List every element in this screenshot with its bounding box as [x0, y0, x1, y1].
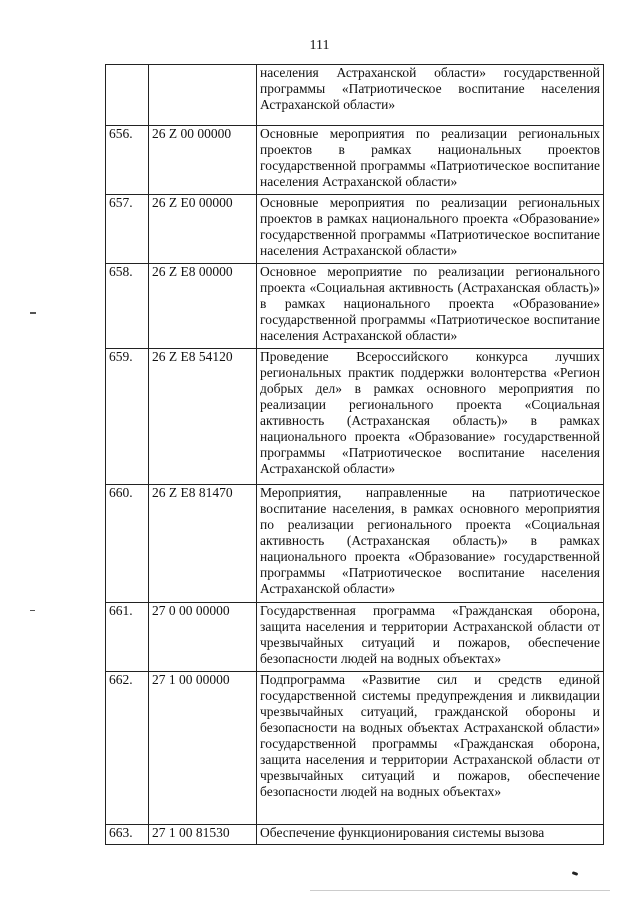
table-row: [106, 65, 604, 126]
row-code: 26 Z E8 00000: [149, 264, 257, 349]
row-name: Проведение Всероссийского конкурса лучших региональных практик поддержки волонтерства «Регион добрых дел» в рамках основного мероприятия по реализации регионального проекта «Социальная активность (Астраханская область)» в рамках национального проекта «Образование» государственной программы «Патриотическое воспитание населения Астраханской области»: [257, 349, 604, 485]
row-name: Мероприятия, направленные на патриотическое воспитание населения, в рамках основного мероприятия по реализации регионального проекта «Социальная активность (Астраханская область)» в рамках национального проекта «Образование» государственной программы «Патриотическое воспитание населения Астраханской области»: [257, 485, 604, 603]
table-row: [106, 485, 604, 603]
row-code: [149, 65, 257, 126]
row-code: 27 1 00 81530: [149, 825, 257, 845]
row-number: 661.: [106, 603, 149, 672]
scan-edge-line: [310, 890, 610, 891]
row-code: 27 0 00 00000: [149, 603, 257, 672]
table-row: [106, 672, 604, 825]
row-number: 658.: [106, 264, 149, 349]
row-number: 662.: [106, 672, 149, 825]
row-name: Государственная программа «Гражданская оборона, защита населения и территории Астраханской области от чрезвычайных ситуаций и пожаров, обеспечение безопасности людей на водных объектах»: [257, 603, 604, 672]
row-name: Основные мероприятия по реализации региональных проектов в рамках национальных проектов государственной программы «Патриотическое воспитание населения Астраханской области»: [257, 126, 604, 195]
table-row: [106, 603, 604, 672]
margin-mark: [30, 610, 35, 611]
row-number: 663.: [106, 825, 149, 845]
margin-mark: [30, 312, 36, 314]
table-row: [106, 825, 604, 845]
row-code: 26 Z E0 00000: [149, 195, 257, 264]
row-name: Основные мероприятия по реализации региональных проектов в рамках национального проекта «Образование» государственной программы «Патриотическое воспитание населения Астраханской области»: [257, 195, 604, 264]
row-code: 26 Z 00 00000: [149, 126, 257, 195]
scan-artifact-mark: [572, 871, 579, 876]
row-code: 26 Z E8 81470: [149, 485, 257, 603]
row-name: Обеспечение функционирования системы вызова: [257, 825, 604, 845]
row-number: 656.: [106, 126, 149, 195]
row-name: Основное мероприятие по реализации регионального проекта «Социальная активность (Астраханская область)» в рамках национального проекта «Образование» государственной программы «Патриотическое воспитание населения Астраханской области»: [257, 264, 604, 349]
table-row: [106, 264, 604, 349]
row-code: 26 Z E8 54120: [149, 349, 257, 485]
row-number: 657.: [106, 195, 149, 264]
row-number: 659.: [106, 349, 149, 485]
page-number: 111: [309, 38, 330, 53]
table-row: [106, 126, 604, 195]
table-row: [106, 195, 604, 264]
row-code: 27 1 00 00000: [149, 672, 257, 825]
row-name: Подпрограмма «Развитие сил и средств единой государственной системы предупреждения и ликвидации чрезвычайных ситуаций, гражданской обороны и безопасности на водных объектах Астраханской области» государственной программы «Гражданская оборона, защита населения и территории Астраханской области от чрезвычайных ситуаций и пожаров, обеспечение безопасности людей на водных объектах»: [257, 672, 604, 825]
row-number: [106, 65, 149, 126]
classification-table: [105, 64, 604, 845]
row-name: населения Астраханской области» государственной программы «Патриотическое воспитание населения Астраханской области»: [257, 65, 604, 126]
table-row: [106, 349, 604, 485]
row-number: 660.: [106, 485, 149, 603]
